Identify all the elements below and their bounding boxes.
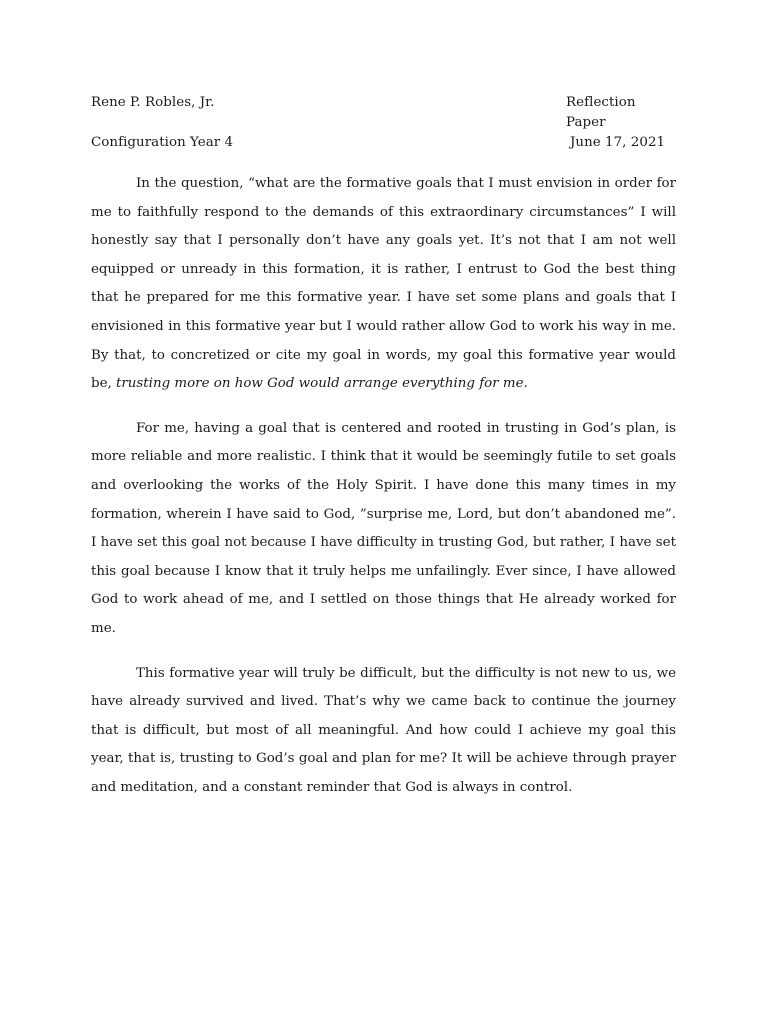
paragraph-1: [91, 170, 676, 399]
class-name: Configuration Year 4: [91, 135, 234, 150]
document-type: Reflection Paper: [566, 95, 636, 130]
author-name: Rene P. Robles, Jr.: [91, 95, 215, 110]
paragraph-3: [91, 660, 676, 803]
document-date: June 17, 2021: [570, 135, 666, 150]
header-row-2: [91, 133, 676, 153]
header-row-1: [91, 93, 676, 133]
paragraph-1-italic: trusting more on how God would arrange everything for me.: [116, 376, 528, 392]
paragraph-3-text: This formative year will truly be difficult, but the difficulty is not new to us, we have already survived and lived. That’s why we came back to continue the journey that is difficult, but most of all meaningful. And how could I achieve my goal this year, that is, trusting to God’s goal and plan for me? It will be achieve through prayer and meditation, and a constant reminder that God is always in control.: [91, 665, 676, 795]
paragraph-2-text: For me, having a goal that is centered and rooted in trusting in God’s plan, is more reliable and more realistic. I think that it would be seemingly futile to set goals and overlooking the works of the Holy Spirit. I have done this many times in my formation, wherein I have said to God, ”surprise me, Lord, but don’t abandoned me”. I have set this goal not because I have difficulty in trusting God, but rather, I have set this goal because I know that it truly helps me unfailingly. Ever since, I have allowed God to work ahead of me, and I settled on those things that He already worked for me.: [91, 420, 676, 636]
date-wrapper: [566, 133, 676, 153]
essay-body: [91, 170, 676, 802]
paragraph-2: [91, 415, 676, 644]
paragraph-1-text: In the question, “what are the formative goals that I must envision in order for me to faithfully respond to the demands of this extraordinary circumstances” I will honestly say that I personally don’t have any goals yet. It’s not that I am not well equipped or unready in this formation, it is rather, I entrust to God the best thing that he prepared for me this formative year. I have set some plans and goals that I envisioned in this formative year but I would rather allow God to work his way in me. By that, to concretized or cite my goal in words, my goal this formative year would be,: [91, 176, 676, 392]
